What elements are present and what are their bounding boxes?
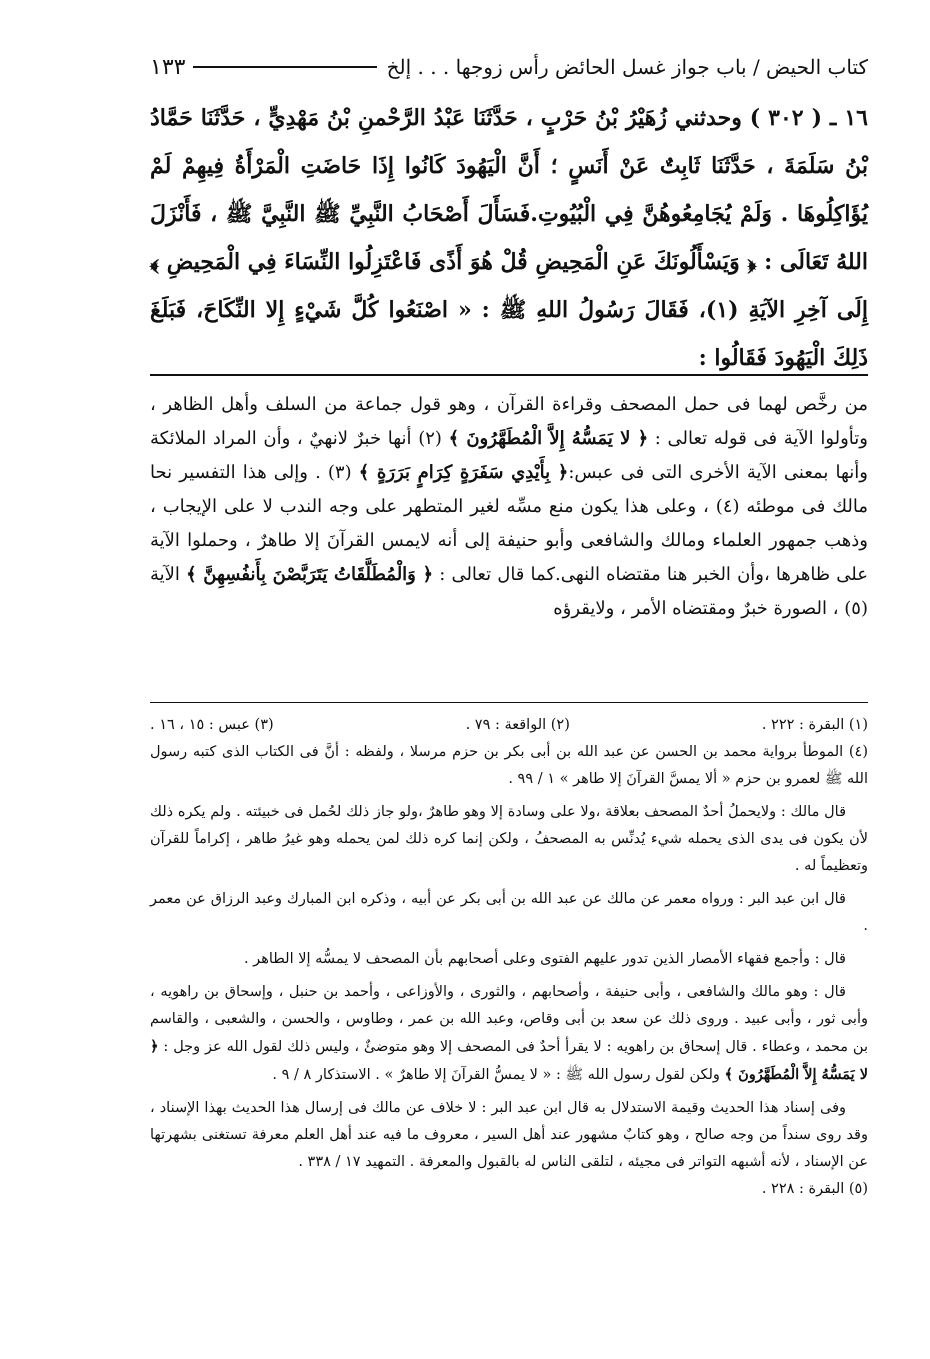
footnote-3: (٣) عبس : ١٥ ، ١٦ . xyxy=(150,717,274,733)
commentary-paragraph xyxy=(150,388,868,626)
footnote-4-malik-paragraph: قال مالك : ولايحملُ أحدٌ المصحف بعلاقة ،ولا على وسادة إلا وهو طاهرٌ ،ولو جاز ذلك لحُمل فى خبيئته . ولم يكره ذلك لأن يكون فى يدى الذى يحمله شيء يُدنِّس به المصحفُ ، ولكن إنما كره ذلك لمن يحمله وهو غيرُ طاهر ، إكراماً للقرآن وتعظيماً له . xyxy=(150,804,868,874)
footnote-2: (٢) الواقعة : ٧٩ . xyxy=(465,717,570,733)
scholars-segment-2: ولكن لقول رسول الله ﷺ : « لا يمسُّ القرآنَ إلا طاهرٌ » . الاستذكار ٨ / ٩ . xyxy=(272,1067,720,1083)
footnote-row-1-3 xyxy=(150,712,868,739)
footnote-4-ibn-abd-albar-paragraph: قال ابن عبد البر : ورواه معمر عن مالك عن عبد الله بن أبى بكر عن أبيه ، وذكره ابن المبارك وعبد الرزاق عن معمر . xyxy=(150,891,868,934)
footnote-4-isnad-paragraph: وفى إسناد هذا الحديث وقيمة الاستدلال به قال ابن عبد البر : لا خلاف عن مالك فى إرسال هذا الحديث بهذا الإسناد ، وقد روى سنداً من وجه صالح ، وهو كتابٌ مشهور عند أهل السير ، معروف ما فيه عند أهل العلم معرفة تستغنى بشهرتها عن الإسناد ، لأنه أشبهه التواتر فى مجيئه ، لتلقى الناس له بالقبول والمعرفة . التمهيد ١٧ / ٣٣٨ . xyxy=(150,1100,868,1170)
footnotes-block xyxy=(150,712,868,1203)
text-commentary-divider xyxy=(150,374,868,376)
commentary-segment-2: (٢) أنها خبرٌ لانهيٌ ، وأن المراد الملائكة وأنها بمعنى الآية الأخرى التى فى عبس: xyxy=(150,428,869,483)
commentary-block xyxy=(150,388,868,626)
quran-quote-3: ﴿ وَالْمُطَلَّقَاتُ يَتَرَبَّصْنَ بِأَنفُسِهِنَّ ﴾ xyxy=(186,564,434,585)
footnote-4-scholars-paragraph xyxy=(150,979,868,1089)
footnote-5: (٥) البقرة : ٢٢٨ . xyxy=(761,1181,868,1197)
footnote-4: (٤) الموطأ برواية محمد بن الحسن عن عبد الله بن أبى بكر بن حزم مرسلا ، ولفظه : أنَّ فى الكتاب الذى كتبه رسول الله ﷺ لعمرو بن حزم « ألا يمسَّ القرآنَ إلا طاهر » ١ / ٩٩ . xyxy=(150,744,868,787)
footnote-rule xyxy=(150,702,868,703)
commentary-segment-3: (٣) . وإلى هذا التفسير نحا مالك فى موطئه (٤) ، وعلى هذا يكون منع مسِّه لغير المتطهر على وجه الندب لا على الإيجاب ، وذهب جمهور العلماء ومالك والشافعى وأبو حنيفة إلى أنه لايمس القرآنَ إلا طاهرٌ ، وحملوا الآية على ظاهرها ،وأن الخبر هنا مقتضاه النهى.كما قال تعالى : xyxy=(150,462,868,585)
quran-quote-1: ﴿ لا يَمَسُّهُ إِلاَّ الْمُطَهَّرُونَ ﴾ xyxy=(448,428,649,449)
hadith-paragraph: ١٦ ـ ( ٣٠٢ ) وحدثني زُهَيْرُ بْنُ حَرْبٍ ، حَدَّثَنَا عَبْدُ الرَّحْمنِ بْنُ مَهْدِيٍّ ، حَدَّثَنَا حَمَّادُ بْنُ سَلَمَةَ ، حَدَّثَنَا ثَابِتٌ عَنْ أَنَسٍ ؛ أَنَّ الْيَهُودَ كَانُوا إِذَا حَاضَتِ الْمَرْأَةُ فِيهِمْ لَمْ يُؤَاكِلُوهَا . وَلَمْ يُجَامِعُوهُنَّ فِي الْبُيُوتِ.فَسَأَلَ أَصْحَابُ النَّبِيِّ ﷺ النَّبِيَّ ﷺ ، فَأَنْزَلَ اللهُ تَعَالَى : ﴿ وَيَسْأَلُونَكَ عَنِ الْمَحِيضِ قُلْ هُوَ أَذًى فَاعْتَزِلُوا النِّسَاءَ فِي الْمَحِيضِ ﴾ إِلَى آخِرِ الآيَةِ (١)، فَقَالَ رَسُولُ اللهِ ﷺ : « اصْنَعُوا كُلَّ شَيْءٍ إِلا النِّكَاحَ، فَبَلَغَ ذَلِكَ الْيَهُودَ فَقَالُوا : xyxy=(150,105,868,371)
quran-quote-2: ﴿ بِأَيْدِي سَفَرَةٍ كِرَامٍ بَرَرَةٍ ﴾ xyxy=(358,462,569,483)
page-header xyxy=(150,50,868,84)
commentary-segment-1: من رخَّص لهما فى حمل المصحف وقراءة القرآن ، وهو قول جماعة من السلف وأهل الظاهر ، وتأولوا الآية فى قوله تعالى : xyxy=(150,394,868,449)
running-title: كتاب الحيض / باب جواز غسل الحائض رأس زوجها . . . إلخ xyxy=(386,55,868,79)
commentary-segment-4: الآية (٥) ، الصورة خبرٌ ومقتضاه الأمر ، ولايقرؤه xyxy=(150,564,868,619)
header-rule xyxy=(193,66,376,68)
hadith-text-block xyxy=(150,94,868,382)
book-page xyxy=(150,40,868,1340)
scholars-segment-1: قال : وهو مالك والشافعى ، وأبى حنيفة ، وأصحابهم ، والثورى ، والأوزاعى ، وأحمد بن حنبل ، وإسحاق بن راهويه ، وأبى ثور ، وأبى عبيد . وروى ذلك عن سعد بن أبى وقاص، وعبد الله بن عمر ، وطاوس ، والحسن ، والشعبى ، والقاسم بن محمد ، وعطاء . قال إسحاق بن راهويه : لا يقرأ أحدٌ فى المصحف إلا وهو متوضئٌ ، وليس ذلك لقول الله عز وجل : xyxy=(150,984,868,1055)
footnote-4-consensus-paragraph: قال : وأجمع فقهاء الأمصار الذين تدور عليهم الفتوى وعلى أصحابهم بأن المصحف لا يمسُّه إلا الطاهر . xyxy=(243,951,846,967)
page-number: ١٣٣ xyxy=(150,54,186,80)
quran-quote-4: ﴿ لا يَمَسُّهُ إِلاَّ الْمُطَهَّرُونَ ﴾ xyxy=(150,1038,868,1083)
footnote-1: (١) البقرة : ٢٢٢ . xyxy=(761,717,868,733)
